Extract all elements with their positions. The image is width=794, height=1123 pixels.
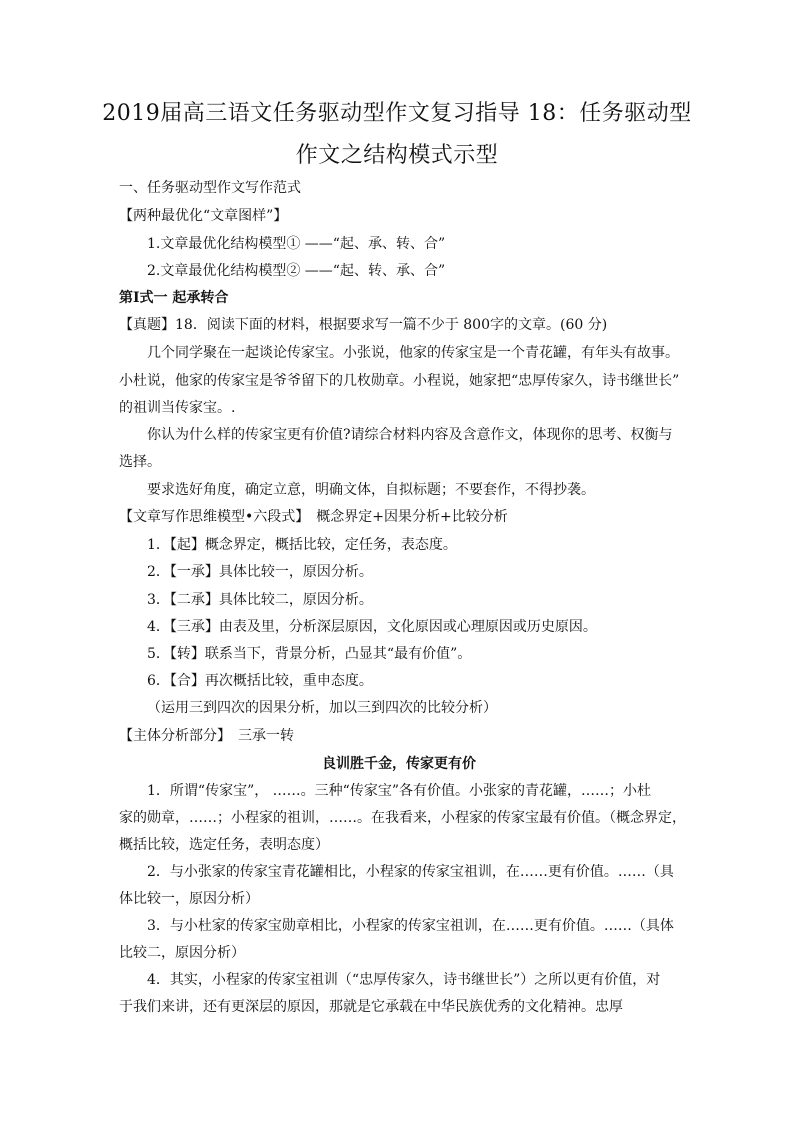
step-item-3: 3．【二承】具体比较二，原因分析。: [147, 592, 373, 608]
exam-question: 【真题】18．阅读下面的材料，根据要求写一篇不少于 800字的文章。(60 分): [119, 317, 608, 333]
essay-para-4-line-1: 4．其实，小程家的传家宝祖训（“忠厚传家久，诗书继世长”）之所以更有价值，对: [147, 972, 661, 988]
template-item-1: 1.文章最优化结构模型① ——“起、承、转、合”: [147, 236, 446, 252]
essay-para-3-line-2: 比较二，原因分析）: [119, 945, 245, 961]
essay-para-2-line-1: 2．与小张家的传家宝青花罐相比，小程家的传家宝祖训，在……更有价值。……（具: [147, 864, 674, 880]
step-item-4: 4．【三承】由表及里，分析深层原因，文化原因或心理原因或历史原因。: [147, 619, 597, 635]
requirement-text: 要求选好角度，确定立意，明确文体，自拟标题；不要套作，不得抄袭。: [147, 482, 595, 498]
material-line-1: 几个同学聚在一起谈论传家宝。小张说，他家的传家宝是一个青花罐，有年头有故事。: [147, 345, 679, 361]
prompt-line-1: 你认为什么样的传家宝更有价值?请综合材料内容及含意作文，体现你的思考、权衡与: [147, 427, 673, 443]
model-title: 【文章写作思维模型•六段式】 概念界定+因果分析+比较分析: [119, 509, 508, 525]
essay-para-4-line-2: 于我们来讲，还有更深层的原因，那就是它承载在中华民族优秀的文化精神。忠厚: [119, 999, 623, 1015]
step-item-5: 5．【转】联系当下，背景分析，凸显其“最有价值”。: [147, 646, 472, 662]
analysis-note: （运用三到四次的因果分析，加以三到四次的比较分析）: [147, 700, 497, 716]
material-line-2: 小杜说，他家的传家宝是爷爷留下的几枚勋章。小程说，她家把“忠厚传家久，诗书继世长”: [119, 373, 680, 389]
essay-para-1-line-1: 1．所谓“传家宝”， ……。三种“传家宝”各有价值。小张家的青花罐，……；小杜: [147, 783, 651, 799]
analysis-title: 【主体分析部分】 三承一转: [119, 728, 294, 744]
step-item-1: 1．【起】概念界定，概括比较，定任务，表态度。: [147, 537, 457, 553]
mode-heading: 第Ⅰ式一 起承转合: [119, 290, 229, 306]
essay-para-3-line-1: 3．与小杜家的传家宝勋章相比，小程家的传家宝祖训，在……更有价值。……（具体: [147, 918, 674, 934]
step-item-6: 6．【合】再次概括比较，重申态度。: [147, 673, 373, 689]
prompt-line-2: 选择。: [119, 454, 161, 470]
material-line-3: 的祖训当传家宝。.: [119, 400, 236, 416]
essay-para-1-line-2: 家的勋章，……；小程家的祖训，……。在我看来，小程家的传家宝最有价值。（概念界定，: [119, 810, 686, 826]
essay-para-2-line-2: 体比较一，原因分析）: [119, 891, 259, 907]
essay-para-1-line-3: 概括比较，选定任务，表明态度）: [119, 837, 329, 853]
document-title-line-2: 作文之结构模式示型: [295, 143, 499, 168]
step-item-2: 2．【一承】具体比较一，原因分析。: [147, 564, 373, 580]
template-item-2: 2.文章最优化结构模型② ——“起、转、承、合”: [147, 263, 446, 279]
document-title-line-1: 2019届高三语文任务驱动型作文复习指导 18：任务驱动型: [102, 101, 692, 126]
subheading-templates: 【两种最优化“文章图样”】: [119, 208, 288, 224]
section-heading: 一、任务驱动型作文写作范式: [119, 180, 301, 196]
essay-title: 良训胜千金，传家更有价: [322, 756, 476, 772]
